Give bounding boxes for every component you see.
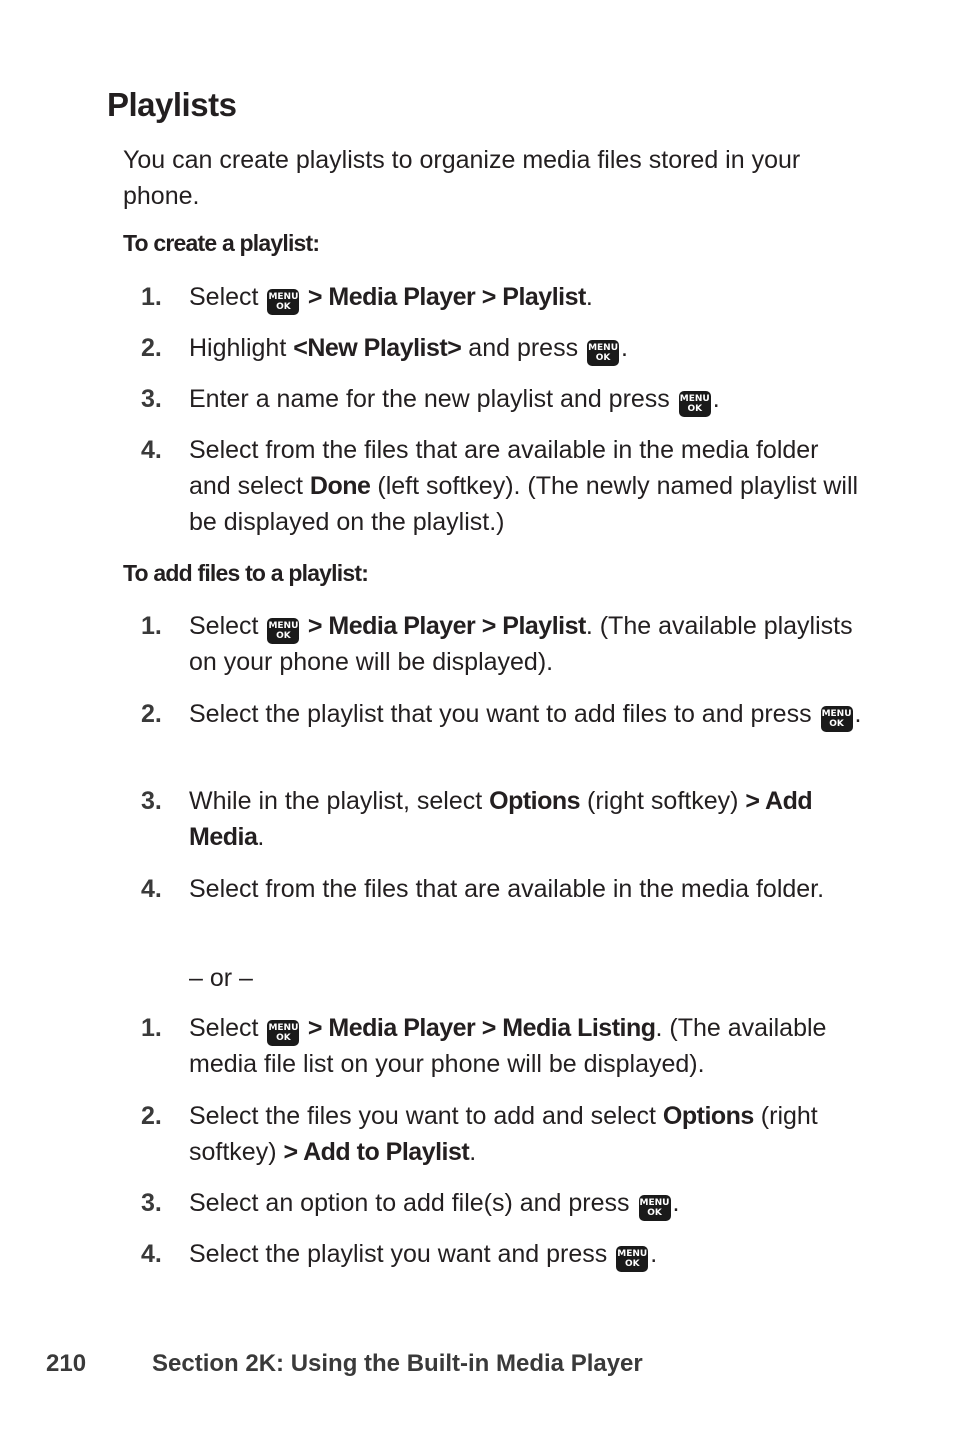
menu-ok-key-icon: MENU OK (616, 1246, 648, 1272)
menu-ok-key-icon: MENU OK (267, 289, 299, 315)
section-title: Section 2K: Using the Built-in Media Player (152, 1350, 643, 1377)
page-title: Playlists (107, 86, 237, 123)
add-files-heading: To add files to a playlist: (123, 560, 369, 586)
menu-ok-key-icon: MENU OK (639, 1195, 671, 1221)
alt-step-2: 2. Select the files you want to add and select Options (right softkey) > Add to Playlist. (141, 1102, 818, 1166)
create-step-2: 2. Highlight <New Playlist> and press MENU OK . (141, 330, 866, 366)
create-step-3: 3. Enter a name for the new playlist and press MENU OK . (141, 381, 866, 417)
create-playlist-heading: To create a playlist: (123, 230, 320, 256)
page-number: 210 (46, 1350, 87, 1377)
menu-ok-key-icon: MENU OK (267, 618, 299, 644)
page-footer (46, 1350, 643, 1378)
intro-paragraph: You can create playlists to organize media files stored in your phone. (123, 146, 801, 210)
create-step-4: 4. Select from the files that are available in the media folder and select Done (left softkey). (The newly named playlist will be displayed on the playlist.) (141, 436, 859, 536)
create-step-1: 1. Select MENU OK > Media Player > Playlist. (141, 279, 866, 315)
menu-ok-key-icon: MENU OK (267, 1020, 299, 1046)
or-separator: – or – (189, 964, 253, 992)
add-step-2: 2. Select the playlist that you want to add files to and press MENU OK . (141, 696, 866, 732)
add-step-1: 1. Select MENU OK > Media Player > Playlist. (The available playlists on your phone will be displayed). (141, 612, 853, 676)
add-step-3: 3. While in the playlist, select Options (right softkey) > Add Media. (141, 787, 813, 851)
alt-step-1: 1. Select MENU OK > Media Player > Media Listing. (The available media file list on your phone will be displayed). (141, 1014, 827, 1078)
add-step-4: 4. Select from the files that are available in the media folder. (141, 875, 825, 903)
alt-step-3: 3. Select an option to add file(s) and press MENU OK . (141, 1185, 866, 1221)
menu-ok-key-icon: MENU OK (679, 391, 711, 417)
menu-ok-key-icon: MENU OK (587, 340, 619, 366)
menu-ok-key-icon: MENU OK (821, 706, 853, 732)
alt-step-4: 4. Select the playlist you want and press MENU OK . (141, 1236, 866, 1272)
